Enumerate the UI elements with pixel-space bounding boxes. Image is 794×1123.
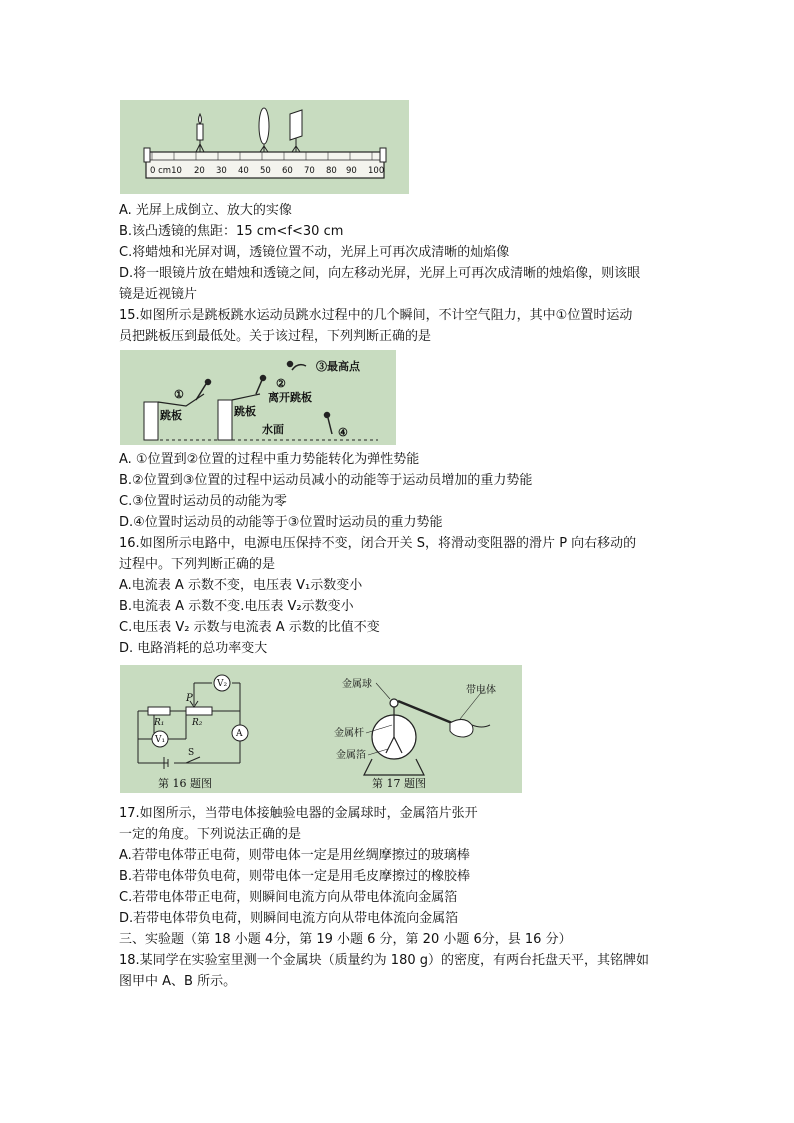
- q17-option-d: D.若带电体带负电荷，则瞬间电流方向从带电体流向金属箔: [119, 911, 459, 926]
- label-board-2: 跳板: [234, 405, 256, 418]
- electroscope-diagram: [364, 699, 462, 775]
- scale-label: 50: [260, 166, 271, 176]
- label-board-1: 跳板: [160, 409, 182, 422]
- fig17-caption: 第 17 题图: [372, 777, 426, 790]
- label-position-1: ①: [174, 388, 184, 401]
- board-platform-1: [144, 402, 158, 440]
- label-v2: V₂: [217, 679, 228, 689]
- q17-option-b: B.若带电体带负电荷，则带电体一定是用毛皮摩擦过的橡胶棒: [119, 869, 471, 884]
- label-rod: 金属杆: [334, 728, 364, 739]
- label-foil: 金属箔: [336, 750, 366, 761]
- board-platform-2: [218, 400, 232, 440]
- q14-option-d-cont: 镜是近视镜片: [119, 287, 198, 302]
- diver-1-icon: [196, 380, 211, 401]
- hand-icon: [450, 719, 490, 737]
- q14-option-c: C.将蜡烛和光屏对调，透镜位置不动，光屏上可再次成清晰的灿焰像: [119, 245, 510, 260]
- q17-option-a: A.若带电体带正电荷，则带电体一定是用丝绸摩擦过的玻璃棒: [119, 848, 470, 863]
- q16-option-d: D. 电路消耗的总功率变大: [119, 641, 268, 656]
- label-water: 水面: [262, 423, 284, 436]
- diver-3-icon: [288, 362, 307, 371]
- label-r1: R₁: [154, 718, 165, 728]
- label-position-2: ②: [276, 377, 286, 390]
- scale-label: 60: [282, 166, 293, 176]
- scale-label: 100: [368, 166, 385, 176]
- scale-label: 0 cm10: [150, 166, 182, 176]
- q15-option-a: A. ①位置到②位置的过程中重力势能转化为弹性势能: [119, 452, 420, 467]
- q16-stem: 16.如图所示电路中，电源电压保持不变，闭合开关 S，将滑动变阻器的滑片 P 向右移动的: [119, 536, 637, 551]
- diving-figure: [120, 350, 396, 445]
- label-a: A: [236, 729, 243, 739]
- q15-option-b: B.②位置到③位置的过程中运动员减小的动能等于运动员增加的重力势能: [119, 473, 533, 488]
- q14-option-a: A. 光屏上成倒立、放大的实像: [119, 203, 292, 218]
- label-v1: V₁: [155, 735, 166, 745]
- candle-icon: [196, 114, 204, 152]
- q17-stem: 17.如图所示，当带电体接触验电器的金属球时，金属箔片张开: [119, 806, 478, 821]
- label-charged-body: 带电体: [466, 685, 496, 696]
- diver-4-icon: [325, 413, 333, 435]
- q14-option-b: B.该凸透镜的焦距：15 cm<f<30 cm: [119, 224, 344, 239]
- label-r2: R₂: [192, 718, 203, 728]
- q15-option-d: D.④位置时运动员的动能等于③位置时运动员的重力势能: [119, 515, 443, 530]
- fig16-caption: 第 16 题图: [158, 777, 212, 790]
- lens-icon: [259, 108, 269, 152]
- q16-option-a: A.电流表 A 示数不变，电压表 V₁示数变小: [119, 578, 363, 593]
- scale-label: 30: [216, 166, 227, 176]
- scale-label: 20: [194, 166, 205, 176]
- q18-stem-cont: 图甲中 A、B 所示。: [119, 974, 237, 989]
- circuit-electroscope-figure: [120, 665, 522, 793]
- section-3-heading: 三、实验题（第 18 小题 4分，第 19 小题 6 分，第 20 小题 6分，县 16 分）: [119, 932, 572, 947]
- label-highest-point: ③最高点: [316, 360, 360, 373]
- label-position-4: ④: [338, 426, 348, 439]
- scale-label: 70: [304, 166, 315, 176]
- q16-option-c: C.电压表 V₂ 示数与电流表 A 示数的比值不变: [119, 620, 380, 635]
- resistor-r1: [148, 707, 170, 715]
- q15-stem-cont: 员把跳板压到最低处。关于该过程，下列判断正确的是: [119, 329, 432, 344]
- scale-label: 80: [326, 166, 337, 176]
- q16-stem-cont: 过程中。下列判断正确的是: [119, 557, 276, 572]
- q15-option-c: C.③位置时运动员的动能为零: [119, 494, 287, 509]
- label-ball: 金属球: [342, 679, 372, 690]
- q16-option-b: B.电流表 A 示数不变.电压表 V₂示数变小: [119, 599, 354, 614]
- label-s: S: [188, 748, 195, 758]
- scale-label: 40: [238, 166, 249, 176]
- q17-option-c: C.若带电体带正电荷，则瞬间电流方向从带电体流向金属箔: [119, 890, 458, 905]
- q17-stem-cont: 一定的角度。下列说法正确的是: [119, 827, 302, 842]
- q18-stem: 18.某同学在实验室里测一个金属块（质量约为 180 g）的密度，有两台托盘天平，其铭牌如: [119, 953, 650, 968]
- label-p: P: [186, 693, 193, 704]
- scale-label: 90: [346, 166, 357, 176]
- optical-bench-figure: [120, 100, 409, 194]
- q15-stem: 15.如图所示是跳板跳水运动员跳水过程中的几个瞬间，不计空气阻力，其中①位置时运动: [119, 308, 633, 323]
- screen-icon: [290, 110, 302, 152]
- label-leave-board: 离开跳板: [268, 391, 312, 404]
- resistor-r2: [186, 707, 212, 715]
- q14-option-d: D.将一眼镜片放在蜡烛和透镜之间，向左移动光屏，光屏上可再次成清晰的烛焰像，则该眼: [119, 266, 641, 281]
- diver-2-icon: [256, 376, 266, 395]
